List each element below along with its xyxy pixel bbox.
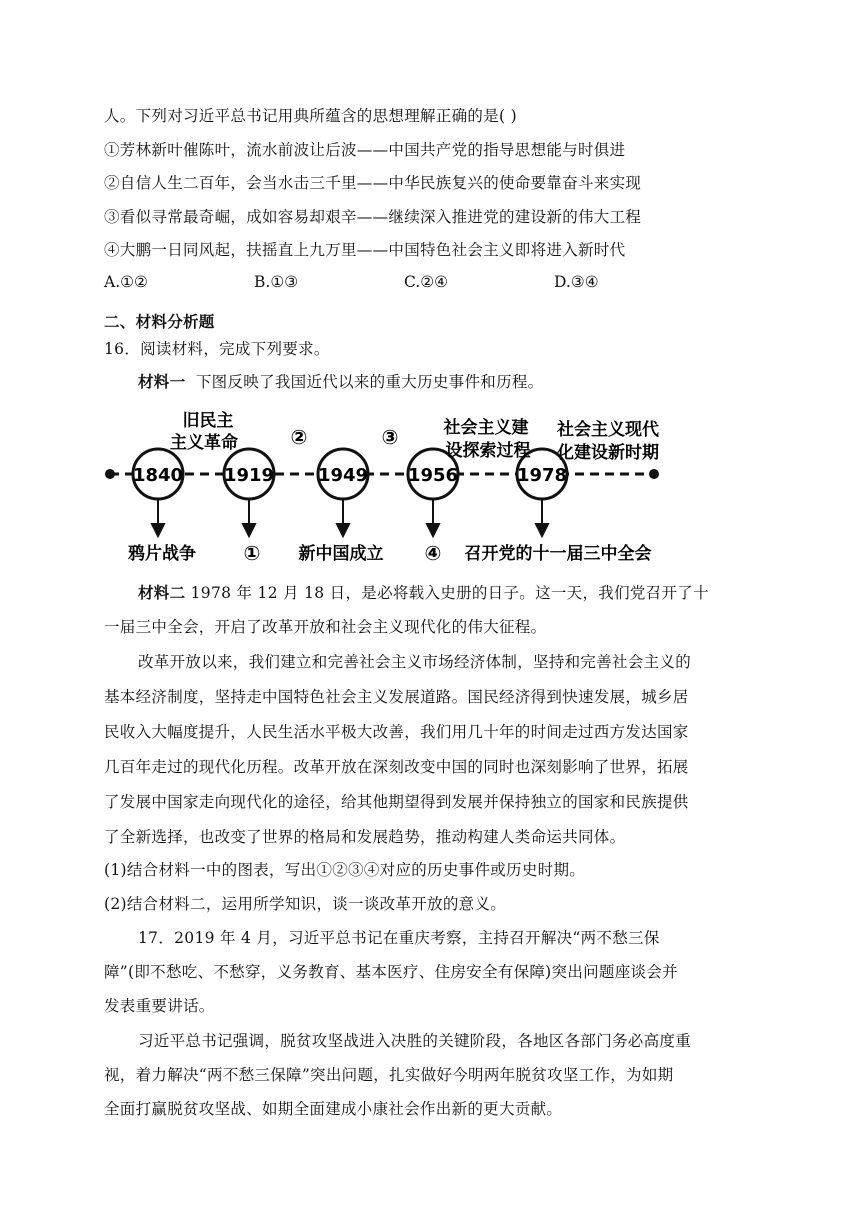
history-timeline (96, 408, 686, 574)
svg-text:1949: 1949 (317, 465, 369, 486)
material-2-line-2: 一届三中全会，开启了改革开放和社会主义现代化的伟大征程。 (104, 618, 547, 636)
top-label-4-line1: 社会主义建 (443, 418, 529, 438)
q15-stem: 人。下列对习近平总书记用典所蕴含的思想理解正确的是( ) (104, 107, 517, 125)
svg-text:1840: 1840 (132, 465, 184, 486)
material-2-line-7: 了发展中国家走向现代化的途径，给其他期望得到发展并保持独立的国家和民族提供 (104, 793, 689, 811)
q17-line-5: 视，着力解决“两不愁三保障”突出问题，扎实做好今明两年脱贫攻坚工作，为如期 (104, 1066, 674, 1084)
axis-start-dot (105, 469, 115, 479)
bottom-label-2: ① (243, 541, 261, 565)
material-1-text: 下图反映了我国近代以来的重大历史事件和历程。 (195, 373, 544, 391)
material-2-label: 材料二 (138, 583, 186, 602)
timeline-arrows (152, 499, 548, 536)
material-2-line-8: 了全新选择，也改变了世界的格局和发展趋势，推动构建人类命运共同体。 (104, 828, 626, 846)
q15-item-3: ③看似寻常最奇崛，成如容易却艰辛——继续深入推进党的建设新的伟大工程 (104, 208, 642, 226)
q16-material-1 (138, 371, 543, 393)
q17-line-6: 全面打赢脱贫攻坚战、如期全面建成小康社会作出新的更大贡献。 (104, 1100, 563, 1118)
material-1-label: 材料一 (138, 372, 186, 391)
year-node-1949 (318, 449, 368, 499)
svg-text:1919: 1919 (223, 465, 275, 486)
bottom-label-5: 召开党的十一届三中全会 (464, 544, 652, 564)
top-label-5-line2: 化建设新时期 (557, 443, 659, 463)
year-node-1919 (224, 449, 274, 499)
svg-text:1978: 1978 (516, 465, 568, 486)
top-label-3: ③ (381, 425, 399, 449)
q15-item-4: ④大鹏一日同风起，扶摇直上九万里——中国特色社会主义即将进入新时代 (104, 241, 626, 259)
top-label-4-line2: 设探索过程 (445, 441, 531, 461)
q17-line-1: 17．2019 年 4 月，习近平总书记在重庆考察，主持召开解决“两不愁三保 (138, 929, 660, 947)
q15-item-2: ②自信人生二百年，会当水击三千里——中华民族复兴的使命要靠奋斗来实现 (104, 174, 642, 192)
top-label-5-line1: 社会主义现代 (557, 420, 659, 440)
bottom-label-4: ④ (424, 541, 442, 565)
option-b: B.①③ (254, 273, 299, 291)
bottom-label-3: 新中国成立 (298, 544, 384, 564)
q16-sub-2: (2)结合材料二，运用所学知识，谈一谈改革开放的意义。 (104, 895, 507, 913)
q15-item-1: ①芳林新叶催陈叶，流水前波让后波——中国共产党的指导思想能与时俱进 (104, 141, 626, 159)
bottom-label-1: 鸦片战争 (128, 544, 196, 564)
top-label-2: ② (290, 425, 308, 449)
year-node-1840 (133, 449, 183, 499)
material-2-line-3: 改革开放以来，我们建立和完善社会主义市场经济体制，坚持和完善社会主义的 (138, 653, 692, 671)
q17-line-2: 障”(即不愁吃、不愁穿，义务教育、基本医疗、住房安全有保障)突出问题座谈会并 (104, 963, 678, 981)
option-c: C.②④ (404, 273, 449, 291)
option-d: D.③④ (554, 273, 599, 291)
material-2-line-4: 基本经济制度，坚持走中国特色社会主义发展道路。国民经济得到快速发展，城乡居 (104, 688, 689, 706)
material-2-line-6: 几百年走过的现代化历程。改革开放在深刻改变中国的同时也深刻影响了世界，拓展 (104, 758, 689, 776)
q17-line-4: 习近平总书记强调，脱贫攻坚战进入决胜的关键阶段，各地区各部门务必高度重 (138, 1032, 692, 1050)
option-a: A.①② (104, 273, 148, 291)
q15-options (104, 273, 664, 295)
material-2-line-5: 民收入大幅度提升，人民生活水平极大改善，我们用几十年的时间走过西方发达国家 (104, 723, 689, 741)
material-2-line-1: 材料二 1978 年 12 月 18 日，是必将载入史册的日子。这一天，我们党召开了十 (138, 583, 709, 602)
q16-intro: 16．阅读材料，完成下列要求。 (104, 340, 330, 358)
section-title: 二、材料分析题 (104, 313, 215, 331)
svg-text:1956: 1956 (407, 465, 459, 486)
top-label-1-line2: 主义革命 (170, 433, 238, 453)
q16-sub-1: (1)结合材料一中的图表，写出①②③④对应的历史事件或历史时期。 (104, 861, 586, 879)
top-label-1-line1: 旧民主 (182, 411, 234, 431)
q17-line-3: 发表重要讲话。 (104, 997, 215, 1015)
axis-end-dot (649, 469, 659, 479)
